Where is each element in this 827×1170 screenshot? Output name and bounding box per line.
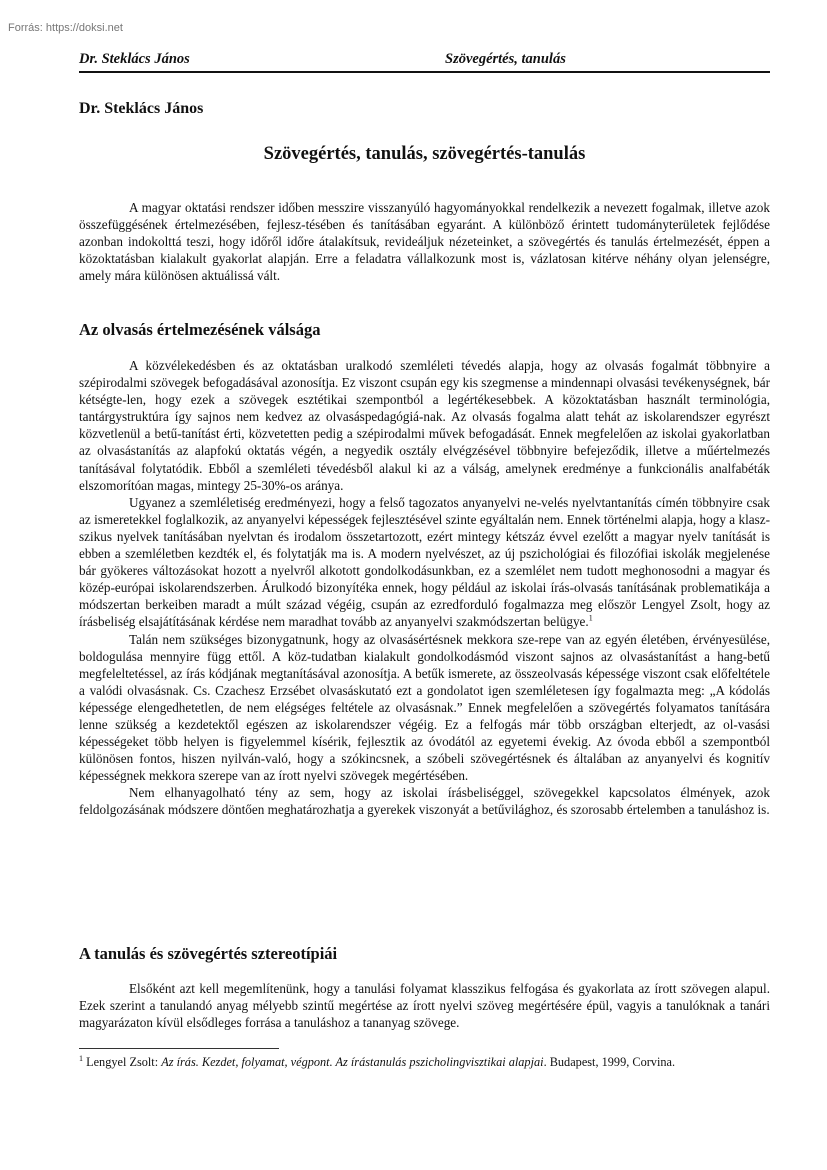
intro-section: [79, 199, 770, 284]
section-heading-stereotypes: A tanulás és szövegértés sztereotípiái: [79, 944, 338, 963]
section-reading-crisis: [79, 357, 770, 819]
footnote-ref[interactable]: 1: [588, 614, 593, 624]
footnote: [79, 1054, 770, 1070]
section-heading-reading-crisis: Az olvasás értelmezésének válsága: [79, 320, 321, 339]
running-header: [79, 51, 770, 73]
paragraph: [79, 494, 770, 631]
footnote-publication: . Budapest, 1999, Corvina.: [543, 1055, 676, 1069]
footnote-mark: 1: [79, 1053, 83, 1063]
paragraph: A közvélekedésben és az oktatásban uralkodó szemléleti tévedés alapja, hogy az olvasás fogalmát többnyire a szépirodalmi szövegek befogadásával azonosítja. Ez viszont csupán egy kis szegmense a mindennapi olvasási tevékenységnek, bár kétségte-len, hogy ezek a szövegek esztétikai szempontból a legértékesebbek. A közoktatásban használt terminológia, tantárgystruktúra így sajnos nem kedvez az olvasáspedagógiá-nak. Az olvasás fogalma alatt tehát az iskolarendszer egyrészt közvetlenül a betű-tanítást érti, közvetetten pedig a szépirodalmi művek befogadását. Ennek megfelelően az iskolai gyakorlatban az olvasástanítás az alapfokú oktatás végén, a negyedik osztály elvégzésével többnyire befejeződik, illetve a műértelmezés tanításával folytatódik. Ebből a szemléleti tévedésből alakul ki az a válság, amelynek eredménye a funkcionális analfabéták elszomorítóan magas, mintegy 25-30%-os aránya.: [79, 358, 770, 493]
paragraph: Nem elhanyagolható tény az sem, hogy az iskolai írásbeliséggel, szövegekkel kapcsolatos élmények, azok feldolgozásának módszere döntően meghatározhatja a gyerekek viszonyát a betűvilághoz, és szorosabb értelemben a tanuláshoz is.: [79, 785, 770, 818]
footnote-work-title: Az írás. Kezdet, folyamat, végpont. Az írástanulás pszicholingvisztikai alapjai: [161, 1055, 544, 1069]
intro-paragraph: A magyar oktatási rendszer időben messzire visszanyúló hagyományokkal rendelkezik a nevezett fogalmak, illetve azok összefüggésének értelmezésében, fejlesz-tésében és tanításában egyaránt. A különböző érintett tudományterületek fejlődése azonban indokolttá teszi, hogy időről időre átalakítsuk, revideáljuk nézeteinket, a szövegértés és tanulás értelmezését, éppen a közoktatásban kialakult gyakorlat alapján. Erre a feladatra vállalkozunk most is, vázlatosan kitérve néhány olyan jelenségre, amely mára különösen aktuálissá vált.: [79, 200, 770, 284]
footnote-author: Lengyel Zsolt:: [86, 1055, 159, 1069]
author-name: Dr. Steklács János: [79, 100, 204, 117]
paragraph: Talán nem szükséges bizonygatnunk, hogy az olvasásértésnek mekkora sze-repe van az egyén életében, érvényesülése, boldogulása mennyire függ ettől. A köz-tudatban kialakult gondolkodásmód viszont sajnos az olvasástanítást a hang-betű megfeleltetéssel, az írás kódjának megtanításával azonosítja. A betűk ismerete, az összeolvasás képessége viszont csak előfeltétele a valódi olvasásnak. Cs. Czachesz Erzsébet olvasáskutató ezt a gondolatot igen szemléletesen így fogalmazta meg: „A kódolás képessége elengedhetetlen, de nem elégséges feltétele az olvasásnak.” Ennek megfelelően a szövegértés folyamatos tanítására lenne szükség a kezdetektől egészen az iskolarendszer végéig. Ez a felfogás már több országban elterjedt, az ol-vasási képességeket több helyen is figyelemmel kísérik, fejlesztik az óvodától az egyetemi évekig. Az óvoda ebből a szempontból különösen fontos, hiszen nyilván-való, hogy a szókincsnek, a szóbeli szövegértésnek és általában az anyanyelvi és kognitív képességnek mekkora szerepe van az írott nyelvi szövegek megértésében.: [79, 631, 770, 784]
page-title: Szövegértés, tanulás, szövegértés-tanulás: [263, 144, 586, 164]
paragraph: Elsőként azt kell megemlítenünk, hogy a tanulási folyamat klasszikus felfogása és gyakorlata az írott szövegen alapul. Ezek szerint a tanulandó anyag mélyebb szintű megértése az írott nyelvi szöveg megértésére épül, vagyis a tanulóknak a tanári magyarázaton kívül elsődleges forrása a tanuláshoz a tananyag szövege.: [79, 981, 770, 1031]
header-topic: Szövegértés, tanulás: [445, 51, 566, 67]
paragraph-text: Ugyanez a szemléletiség eredményezi, hogy a felső tagozatos anyanyelvi ne-velés nyelvtantanítás címén többnyire csak az ismeretekkel foglalkozik, az anyanyelvi képességek fejlesztésével szinte egyáltalán nem. Ennek történelmi alapja, hogy a klasz-szikus nyelvek tanításában nyelvtan és irodalom összetartozott, ezért mintegy kétszáz évvel ezelőtt a magyar nyelv tanítását is ebben a szemléletben kezdték el, és folytatják ma is. A modern nyelvészet, az új pszichológiai és filozófiai iskolák megjelenése bár gyökeres változásokat hozott a nyelvről alkotott gondolkodásunkban, ez a szemlélet nem tudott meghonosodni a magyar és közép-európai iskolarendszerben. Árulkodó bizonyítéka ennek, hogy például az iskolai írás-olvasás tanításának problematikája a módszertan berkeiben maradt a múlt század végéig, csupán az ezredforduló fogalmazza meg először Lengyel Zsolt, hogy az írásbeliség elsajátításának kérdése nem maradhat tovább az anyanyelvi szakmódszertan belügye.: [79, 494, 770, 630]
section-stereotypes: [79, 980, 770, 1031]
footnote-divider: [79, 1048, 279, 1049]
header-author: Dr. Steklács János: [79, 51, 190, 67]
source-label: Forrás: https://doksi.net: [8, 22, 123, 34]
